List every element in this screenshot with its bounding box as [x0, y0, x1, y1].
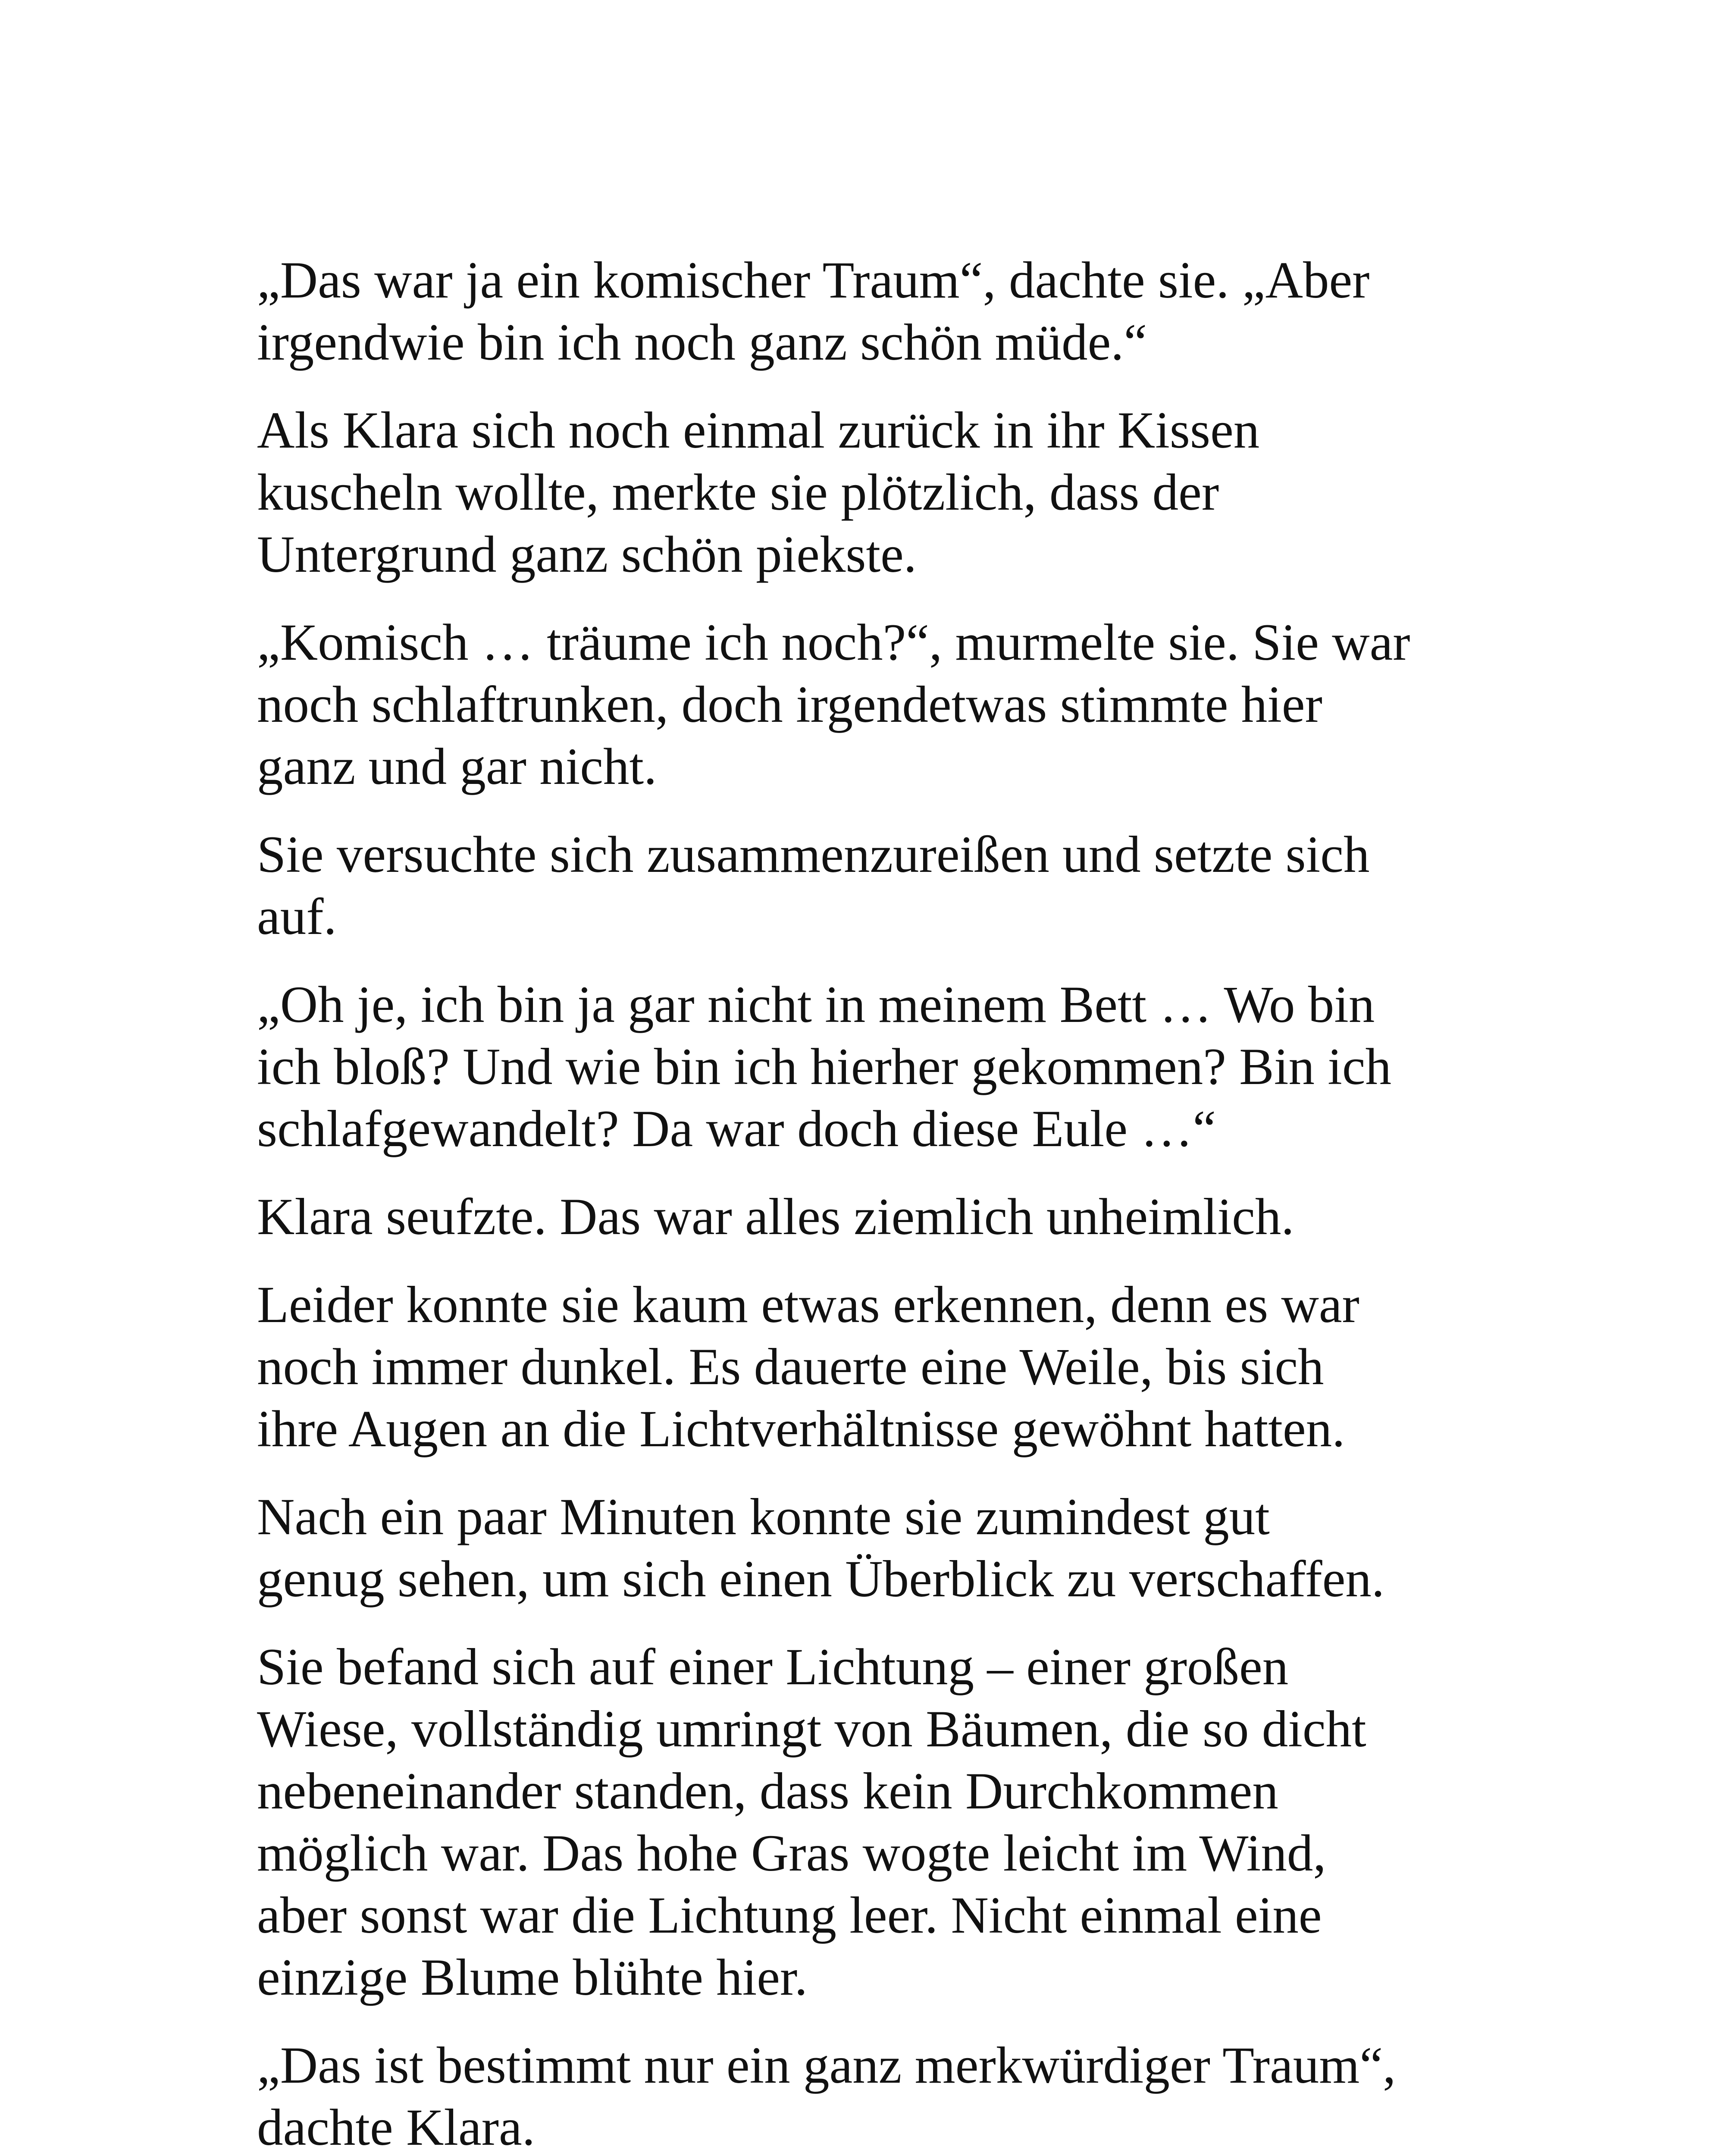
paragraph: Klara seufzte. Das war alles ziemlich unheimlich. [257, 1188, 1294, 1246]
paragraph: Als Klara sich noch einmal zurück in ihr Kissen kuscheln wollte, merkte sie plötzlich, dass der Untergrund ganz schön piekste. [257, 401, 1260, 583]
paragraph: „Das war ja ein komischer Traum“, dachte sie. „Aber irgendwie bin ich noch ganz schön müde.“ [257, 251, 1370, 371]
paragraph: „Das ist bestimmt nur ein ganz merkwürdiger Traum“, dachte Klara. [257, 2037, 1396, 2156]
paragraph: „Oh je, ich bin ja gar nicht in meinem Bett … Wo bin ich bloß? Und wie bin ich hierher gekommen? Bin ich schlafgewandelt? Da war doch diese Eule …“ [257, 976, 1392, 1158]
body-text [257, 249, 1507, 2156]
paragraph: „Komisch … träume ich noch?“, murmelte sie. Sie war noch schlaftrunken, doch irgendetwas stimmte hier ganz und gar nicht. [257, 614, 1410, 796]
paragraph: Sie befand sich auf einer Lichtung – einer großen Wiese, vollständig umringt von Bäumen, die so dicht nebeneinander standen, dass kein Durchkommen möglich war. Das hohe Gras wogte leicht im Wind, aber sonst war die Lichtung leer. Nicht einmal eine einzige Blume blühte hier. [257, 1638, 1366, 2006]
paragraph: Sie versuchte sich zusammenzureißen und setzte sich auf. [257, 826, 1370, 946]
paragraph: Nach ein paar Minuten konnte sie zumindest gut genug sehen, um sich einen Überblick zu verschaffen. [257, 1488, 1385, 1608]
paragraph: Leider konnte sie kaum etwas erkennen, denn es war noch immer dunkel. Es dauerte eine Weile, bis sich ihre Augen an die Lichtverhältnisse gewöhnt hatten. [257, 1276, 1359, 1458]
